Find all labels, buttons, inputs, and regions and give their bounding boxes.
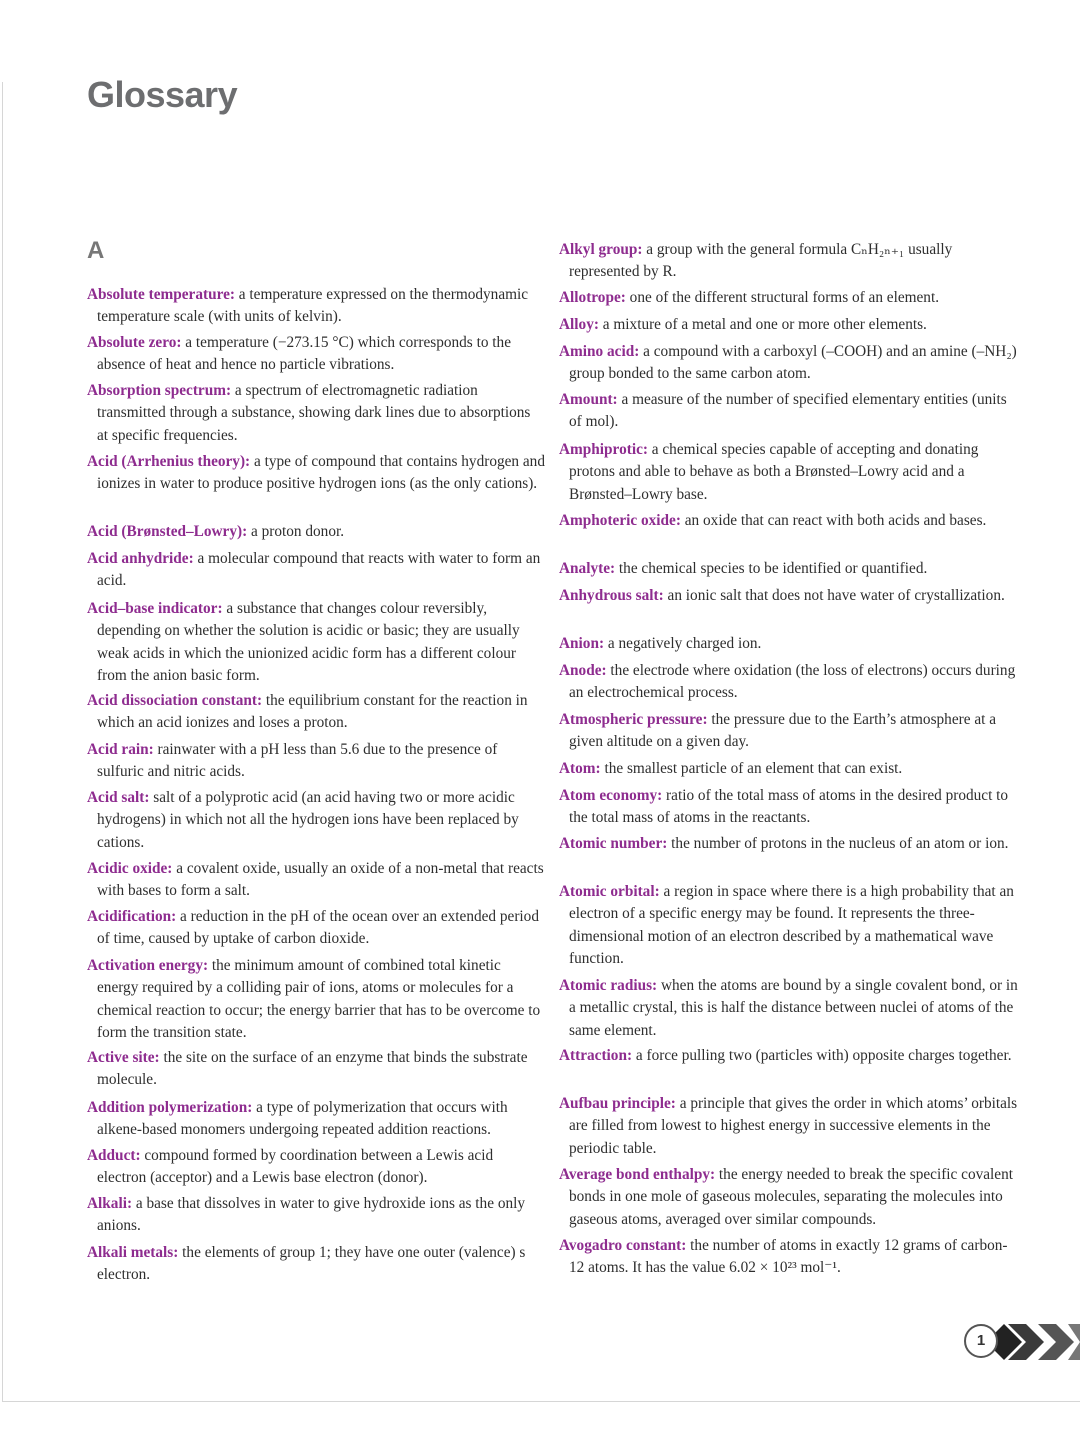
page-title: Glossary — [87, 74, 238, 115]
glossary-term: Acid rain: — [87, 741, 154, 758]
glossary-definition: a force pulling two (particles with) opposite charges together. — [632, 1047, 1012, 1064]
glossary-term: Activation energy: — [87, 957, 209, 974]
glossary-entry — [559, 341, 1019, 386]
glossary-term: Acid anhydride: — [87, 550, 194, 567]
glossary-entry — [87, 598, 545, 687]
glossary-definition: a principle that gives the order in which atoms’ orbitals are filled from lowest to highest energy in successive elements in the periodic table. — [569, 1095, 1018, 1157]
glossary-definition: a compound with a carboxyl (–COOH) and an amine (–NH₂) group bonded to the same carbon atom. — [569, 343, 1017, 383]
glossary-definition: ratio of the total mass of atoms in the desired product to the total mass of atoms in the reactants. — [569, 787, 1009, 827]
glossary-entry — [559, 439, 1019, 506]
glossary-term: Acid dissociation constant: — [87, 692, 263, 709]
glossary-term: Absolute zero: — [87, 334, 182, 351]
glossary-entry — [559, 239, 1019, 284]
glossary-definition: the elements of group 1; they have one outer (valence) s electron. — [97, 1244, 526, 1284]
glossary-entry — [87, 787, 545, 854]
glossary-definition: one of the different structural forms of an element. — [625, 289, 940, 306]
glossary-entry — [559, 833, 1019, 855]
glossary-term: Absorption spectrum: — [87, 382, 232, 399]
glossary-definition: the number of protons in the nucleus of an atom or ion. — [667, 835, 1009, 852]
glossary-term: Allotrope: — [559, 289, 626, 306]
page-number: 1 — [964, 1324, 998, 1358]
glossary-definition: a molecular compound that reacts with water to form an acid. — [97, 550, 541, 590]
glossary-term: Atom: — [559, 760, 601, 777]
glossary-entry — [559, 389, 1019, 434]
glossary-definition: the chemical species to be identified or quantified. — [615, 560, 928, 577]
glossary-term: Atomic radius: — [559, 977, 658, 994]
glossary-term: Alkali: — [87, 1195, 133, 1212]
glossary-entry — [559, 314, 1019, 336]
glossary-term: Anhydrous salt: — [559, 587, 664, 604]
glossary-term: Addition polymerization: — [87, 1099, 253, 1116]
glossary-term: Average bond enthalpy: — [559, 1166, 716, 1183]
glossary-definition: a measure of the number of specified elementary entities (units of mol). — [569, 391, 1007, 431]
glossary-term: Amount: — [559, 391, 618, 408]
glossary-definition: the pressure due to the Earth’s atmosphere at a given altitude on a given day. — [569, 711, 996, 751]
glossary-term: Alloy: — [559, 316, 599, 333]
glossary-entry — [87, 1145, 545, 1190]
glossary-term: Acidic oxide: — [87, 860, 173, 877]
glossary-term: Atmospheric pressure: — [559, 711, 708, 728]
glossary-definition: a group with the general formula CₙH₂ₙ₊₁ usually represented by R. — [569, 241, 953, 281]
glossary-entry — [87, 284, 545, 329]
glossary-entry — [559, 1093, 1019, 1160]
glossary-term: Acid–base indicator: — [87, 600, 223, 617]
glossary-entry — [87, 548, 545, 593]
glossary-definition: a region in space where there is a high probability that an electron of a specific energy may be found. It represents the three-dimensional motion of an electron described by a mathematical wave function. — [569, 883, 1014, 967]
glossary-term: Amphoteric oxide: — [559, 512, 681, 529]
glossary-definition: the smallest particle of an element that can exist. — [600, 760, 903, 777]
glossary-term: Attraction: — [559, 1047, 633, 1064]
glossary-definition: a temperature expressed on the thermodynamic temperature scale (with units of kelvin). — [97, 286, 529, 326]
glossary-entry — [87, 451, 545, 496]
glossary-entry — [87, 858, 545, 903]
glossary-entry — [559, 1045, 1019, 1067]
glossary-term: Acid salt: — [87, 789, 150, 806]
glossary-term: Atom economy: — [559, 787, 663, 804]
glossary-entry — [87, 690, 545, 735]
glossary-term: Alkali metals: — [87, 1244, 179, 1261]
glossary-term: Acid (Arrhenius theory): — [87, 453, 251, 470]
glossary-entry — [559, 785, 1019, 830]
glossary-entry — [559, 660, 1019, 705]
glossary-entry — [559, 585, 1019, 607]
glossary-entry — [87, 739, 545, 784]
glossary-entry — [559, 1235, 1019, 1280]
glossary-term: Amphiprotic: — [559, 441, 648, 458]
section-letter: A — [87, 237, 105, 264]
glossary-definition: compound formed by coordination between a Lewis acid electron (acceptor) and a Lewis base electron (donor). — [97, 1147, 494, 1187]
glossary-term: Atomic orbital: — [559, 883, 660, 900]
glossary-term: Anion: — [559, 635, 605, 652]
glossary-entry — [87, 955, 545, 1044]
glossary-entry — [559, 558, 1019, 580]
glossary-term: Analyte: — [559, 560, 616, 577]
glossary-entry — [87, 1047, 545, 1092]
glossary-definition: when the atoms are bound by a single covalent bond, or in a metallic crystal, this is half the distance between nuclei of atoms of the same element. — [569, 977, 1018, 1039]
glossary-entry — [559, 975, 1019, 1042]
glossary-entry — [87, 332, 545, 377]
glossary-entry — [87, 1097, 545, 1142]
page-number-tab — [964, 1322, 1080, 1362]
glossary-entry — [87, 380, 545, 447]
glossary-term: Alkyl group: — [559, 241, 643, 258]
glossary-entry — [559, 510, 1019, 532]
glossary-entry — [559, 1164, 1019, 1231]
glossary-term: Avogadro constant: — [559, 1237, 687, 1254]
glossary-definition: a covalent oxide, usually an oxide of a non-metal that reacts with bases to form a salt. — [97, 860, 544, 900]
glossary-definition: an oxide that can react with both acids and bases. — [680, 512, 987, 529]
glossary-entry — [87, 521, 545, 543]
glossary-definition: the electrode where oxidation (the loss of electrons) occurs during an electrochemical process. — [569, 662, 1016, 702]
glossary-definition: a temperature (−273.15 °C) which corresponds to the absence of heat and hence no particle vibrations. — [97, 334, 511, 374]
glossary-definition: a substance that changes colour reversibly, depending on whether the solution is acidic or basic; they are usually weak acids in which the unionized acidic form has a different colour from the anion basic form. — [97, 600, 520, 684]
glossary-definition: a chemical species capable of accepting and donating protons and able to behave as both a Brønsted–Lowry acid and a Brønsted–Lowry base. — [569, 441, 979, 503]
glossary-entry — [559, 709, 1019, 754]
glossary-entry — [87, 1242, 545, 1287]
glossary-entry — [87, 906, 545, 951]
glossary-definition: salt of a polyprotic acid (an acid having two or more acidic hydrogens) in which not all the hydrogen ions have been replaced by cations. — [97, 789, 519, 851]
glossary-term: Amino acid: — [559, 343, 640, 360]
glossary-entry — [559, 758, 1019, 780]
glossary-definition: an ionic salt that does not have water of crystallization. — [663, 587, 1005, 604]
glossary-definition: a proton donor. — [247, 523, 345, 540]
glossary-term: Absolute temperature: — [87, 286, 235, 303]
glossary-definition: the equilibrium constant for the reaction in which an acid ionizes and loses a proton. — [97, 692, 528, 732]
glossary-term: Atomic number: — [559, 835, 668, 852]
glossary-definition: the energy needed to break the specific covalent bonds in one mole of gaseous molecules, separating the molecules into gaseous atoms, averaged over similar compounds. — [569, 1166, 1013, 1228]
glossary-definition: a reduction in the pH of the ocean over an extended period of time, caused by uptake of carbon dioxide. — [97, 908, 539, 948]
glossary-term: Aufbau principle: — [559, 1095, 676, 1112]
glossary-term: Active site: — [87, 1049, 160, 1066]
glossary-definition: a base that dissolves in water to give hydroxide ions as the only anions. — [97, 1195, 526, 1235]
glossary-definition: a mixture of a metal and one or more other elements. — [598, 316, 927, 333]
glossary-entry — [87, 1193, 545, 1238]
glossary-term: Anode: — [559, 662, 607, 679]
glossary-definition: the number of atoms in exactly 12 grams of carbon-12 atoms. It has the value 6.02 × 10²³ mol⁻¹. — [569, 1237, 1008, 1277]
glossary-definition: a type of polymerization that occurs with alkene-based monomers undergoing repeated addition reactions. — [97, 1099, 508, 1139]
glossary-definition: the minimum amount of combined total kinetic energy required by a colliding pair of ions, atoms or molecules for a chemical reaction to occur; the energy barrier that has to be overcome to form the transition state. — [97, 957, 541, 1041]
glossary-definition: the site on the surface of an enzyme that binds the substrate molecule. — [97, 1049, 528, 1089]
glossary-term: Acidification: — [87, 908, 177, 925]
glossary-term: Acid (Brønsted–Lowry): — [87, 523, 248, 540]
glossary-term: Adduct: — [87, 1147, 141, 1164]
glossary-entry — [559, 881, 1019, 970]
glossary-definition: a spectrum of electromagnetic radiation transmitted through a substance, showing dark lines due to absorptions at specific frequencies. — [97, 382, 531, 444]
glossary-entry — [559, 633, 1019, 655]
glossary-entry — [559, 287, 1019, 309]
glossary-definition: rainwater with a pH less than 5.6 due to the presence of sulfuric and nitric acids. — [97, 741, 498, 781]
glossary-definition: a negatively charged ion. — [604, 635, 762, 652]
glossary-definition: a type of compound that contains hydrogen and ionizes in water to produce positive hydrogen ions (as the only cations). — [97, 453, 545, 493]
